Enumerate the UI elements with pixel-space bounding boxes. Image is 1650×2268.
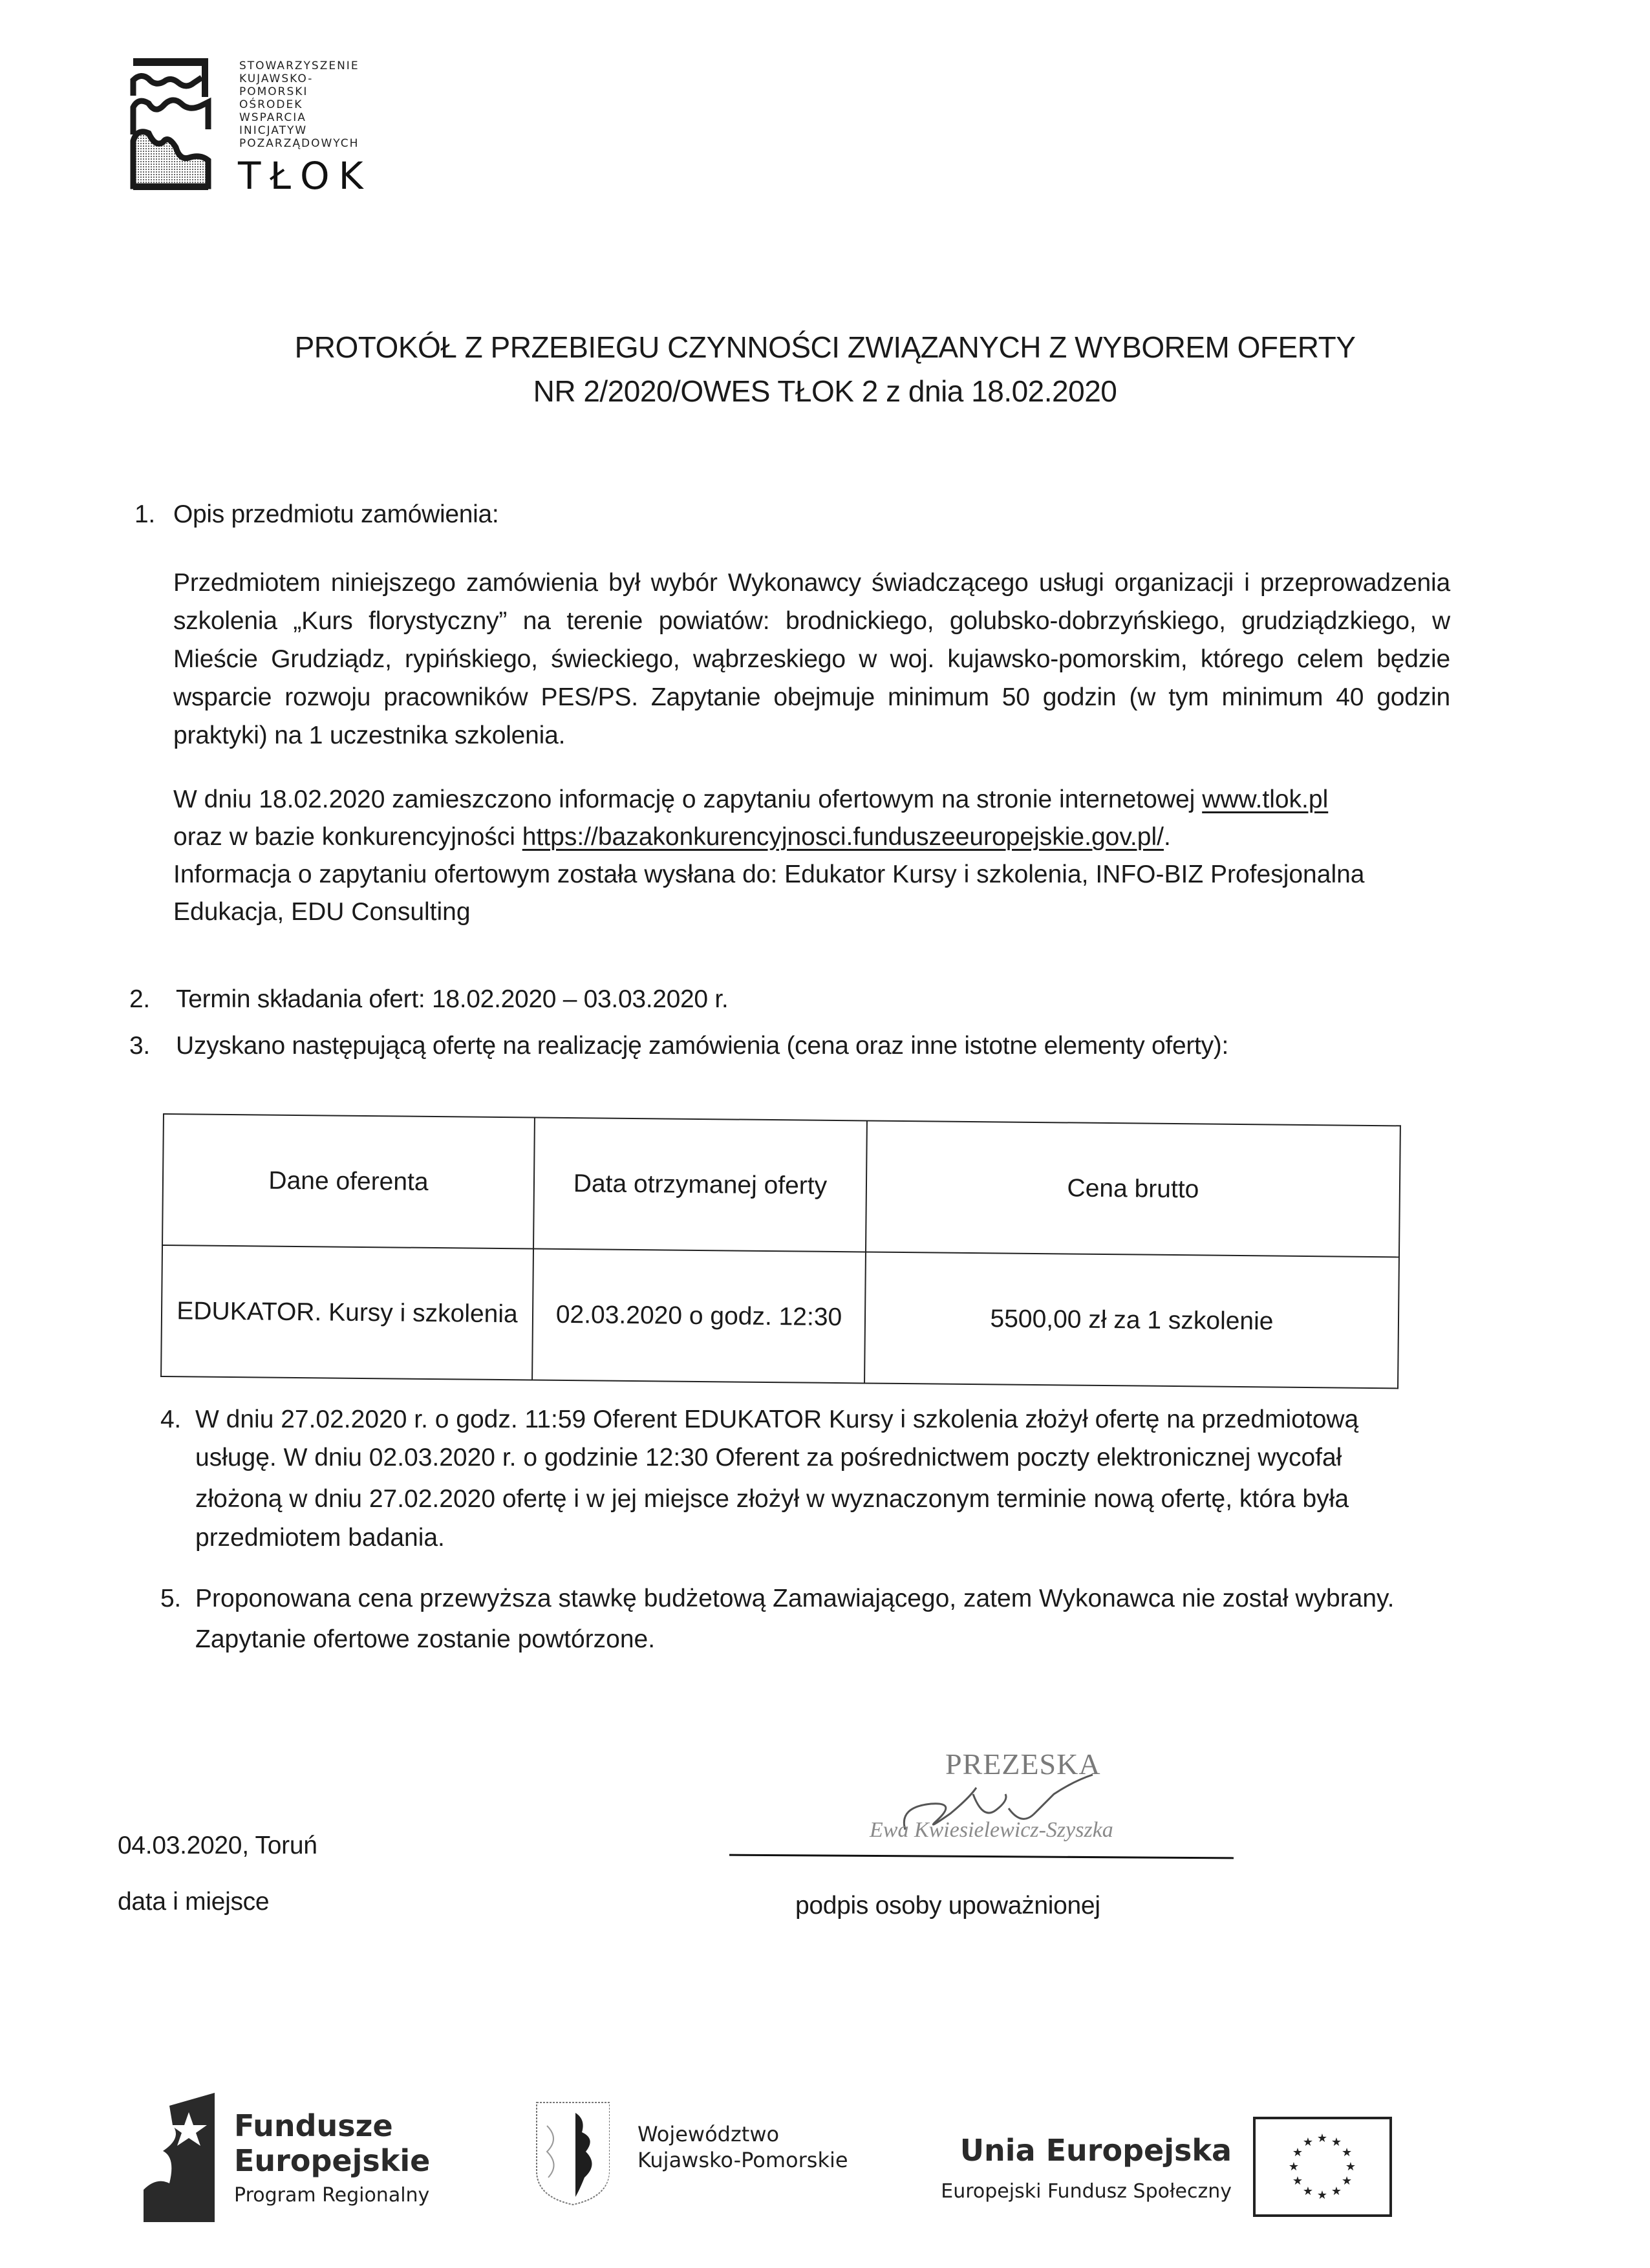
section2-text: Termin składania ofert: 18.02.2020 – 03.03.2020 r. — [176, 985, 729, 1013]
table-header-cell: Data otrzymanej oferty — [533, 1118, 867, 1252]
signature-label: podpis osoby upoważnionej — [795, 1892, 1100, 1920]
eu-star-icon: ★ — [1345, 2160, 1356, 2173]
logo-org-line: WSPARCIA — [239, 111, 306, 124]
publication-suffix: . — [1163, 823, 1171, 851]
table-row — [161, 1245, 1399, 1388]
logo-org-line: POZARZĄDOWYCH — [239, 137, 359, 150]
publication-mid: oraz w bazie konkurencyjności — [173, 823, 522, 851]
eu-star-icon: ★ — [1342, 2146, 1353, 2159]
tlok-website-link[interactable]: www.tlok.pl — [1202, 786, 1329, 813]
section4-line: usługę. W dniu 02.03.2020 r. o godzinie 12:30 Oferent za pośrednictwem poczty elektronicznej wycofał — [195, 1444, 1342, 1471]
table-header-cell: Dane oferenta — [162, 1114, 535, 1249]
document-title-line1: PROTOKÓŁ Z PRZEBIEGU CZYNNOŚCI ZWIĄZANYCH Z WYBOREM OFERTY — [294, 330, 1356, 364]
region-line2: Kujawsko-Pomorskie — [638, 2148, 848, 2172]
logo-org-line: OŚRODEK — [239, 98, 303, 111]
eu-star-icon: ★ — [1292, 2174, 1303, 2187]
table-header-cell: Cena brutto — [866, 1120, 1400, 1257]
table-cell-date: 02.03.2020 o godz. 12:30 — [532, 1249, 866, 1384]
section5-number: 5. — [160, 1585, 181, 1612]
eu-stars-icon — [1256, 2119, 1389, 2214]
region-coat-of-arms — [534, 2100, 612, 2207]
fe-line2: Europejskie — [234, 2143, 431, 2178]
tlok-logo-mark-icon — [129, 57, 212, 193]
eu-star-icon: ★ — [1316, 2132, 1328, 2145]
document-title-line2: NR 2/2020/OWES TŁOK 2 z dnia 18.02.2020 — [533, 374, 1117, 408]
section4-number: 4. — [160, 1406, 181, 1433]
table-cell-price: 5500,00 zł za 1 szkolenie — [864, 1252, 1399, 1388]
region-line1: Województwo — [638, 2122, 780, 2146]
publication-info — [173, 781, 1460, 931]
fundusze-europejskie-icon — [144, 2093, 215, 2222]
section5-line: Proponowana cena przewyższa stawkę budżetową Zamawiającego, zatem Wykonawca nie został wybrany. — [195, 1585, 1395, 1612]
coat-of-arms-icon — [534, 2100, 612, 2207]
eu-star-icon: ★ — [1288, 2160, 1300, 2173]
tlok-logo — [129, 57, 388, 198]
publication-prefix: W dniu 18.02.2020 zamieszczono informację o zapytaniu ofertowym na stronie internetowej — [173, 786, 1203, 813]
date-place-label: data i miejsce — [118, 1888, 270, 1916]
offers-table — [160, 1113, 1401, 1389]
section4-line: W dniu 27.02.2020 r. o godz. 11:59 Oferent EDUKATOR Kursy i szkolenia złożył ofertę na przedmiotową — [195, 1406, 1359, 1433]
section2-number: 2. — [129, 985, 150, 1013]
logo-org-line: STOWARZYSZENIE — [239, 59, 359, 72]
eu-star-icon: ★ — [1331, 2185, 1342, 2198]
signature-line — [729, 1854, 1234, 1859]
fe-line1: Fundusze — [234, 2108, 393, 2143]
eu-line2: Europejski Fundusz Społeczny — [941, 2180, 1232, 2203]
baza-konkurencyjnosci-link[interactable]: https://bazakonkurencyjnosci.funduszeeuropejskie.gov.pl/ — [522, 823, 1164, 851]
section1-heading: Opis przedmiotu zamówienia: — [173, 500, 499, 528]
date-place: 04.03.2020, Toruń — [118, 1832, 317, 1859]
section3-number: 3. — [129, 1032, 150, 1060]
eu-line1: Unia Europejska — [959, 2133, 1232, 2168]
section4-line: przedmiotem badania. — [195, 1524, 445, 1552]
fe-line3: Program Regionalny — [234, 2184, 430, 2207]
logo-acronym: TŁOK — [238, 154, 372, 198]
table-header-row — [162, 1114, 1400, 1257]
table-cell-offeror: EDUKATOR. Kursy i szkolenia — [161, 1245, 533, 1380]
eu-star-icon: ★ — [1302, 2135, 1314, 2148]
section5-line: Zapytanie ofertowe zostanie powtórzone. — [195, 1625, 656, 1653]
eu-star-icon: ★ — [1331, 2135, 1342, 2148]
eu-flag — [1253, 2117, 1392, 2217]
sent-to-info: Informacja o zapytaniu ofertowym została wysłana do: Edukator Kursy i szkolenia, INFO-BIZ Profesjonalna Edukacja, EDU Consulting — [173, 861, 1365, 926]
logo-org-line: POMORSKI — [239, 85, 308, 98]
eu-star-icon: ★ — [1342, 2174, 1353, 2187]
section1-number: 1. — [134, 500, 155, 528]
fundusze-europejskie-logo — [144, 2093, 215, 2222]
eu-star-icon: ★ — [1316, 2188, 1328, 2201]
logo-org-line: INICJATYW — [239, 124, 308, 137]
stamp-title: PREZESKA — [945, 1748, 1101, 1781]
logo-org-line: KUJAWSKO- — [239, 72, 314, 85]
eu-star-icon: ★ — [1302, 2185, 1314, 2198]
section3-text: Uzyskano następującą ofertę na realizację zamówienia (cena oraz inne istotne elementy oferty): — [176, 1032, 1229, 1060]
section1-paragraph: Przedmiotem niniejszego zamówienia był wybór Wykonawcy świadczącego usługi organizacji i przeprowadzenia szkolenia „Kurs florystyczny” na terenie powiatów: brodnickiego, golubsko-dobrzyńskiego, grudziądzkiego, w Mieście Grudziądz, rypińskiego, świeckiego, wąbrzeskiego w woj. kujawsko-pomorskim, którego celem będzie wsparcie rozwoju pracowników PES/PS. Zapytanie obejmuje minimum 50 godzin (w tym minimum 40 godzin praktyki) na 1 uczestnika szkolenia. — [173, 569, 1450, 749]
stamp-name: Ewa Kwiesielewicz-Szyszka — [870, 1818, 1113, 1842]
section4-line: złożoną w dniu 27.02.2020 ofertę i w jej miejsce złożył w wyznaczonym terminie nową ofertę, która była — [195, 1485, 1349, 1513]
eu-star-icon: ★ — [1292, 2146, 1303, 2159]
